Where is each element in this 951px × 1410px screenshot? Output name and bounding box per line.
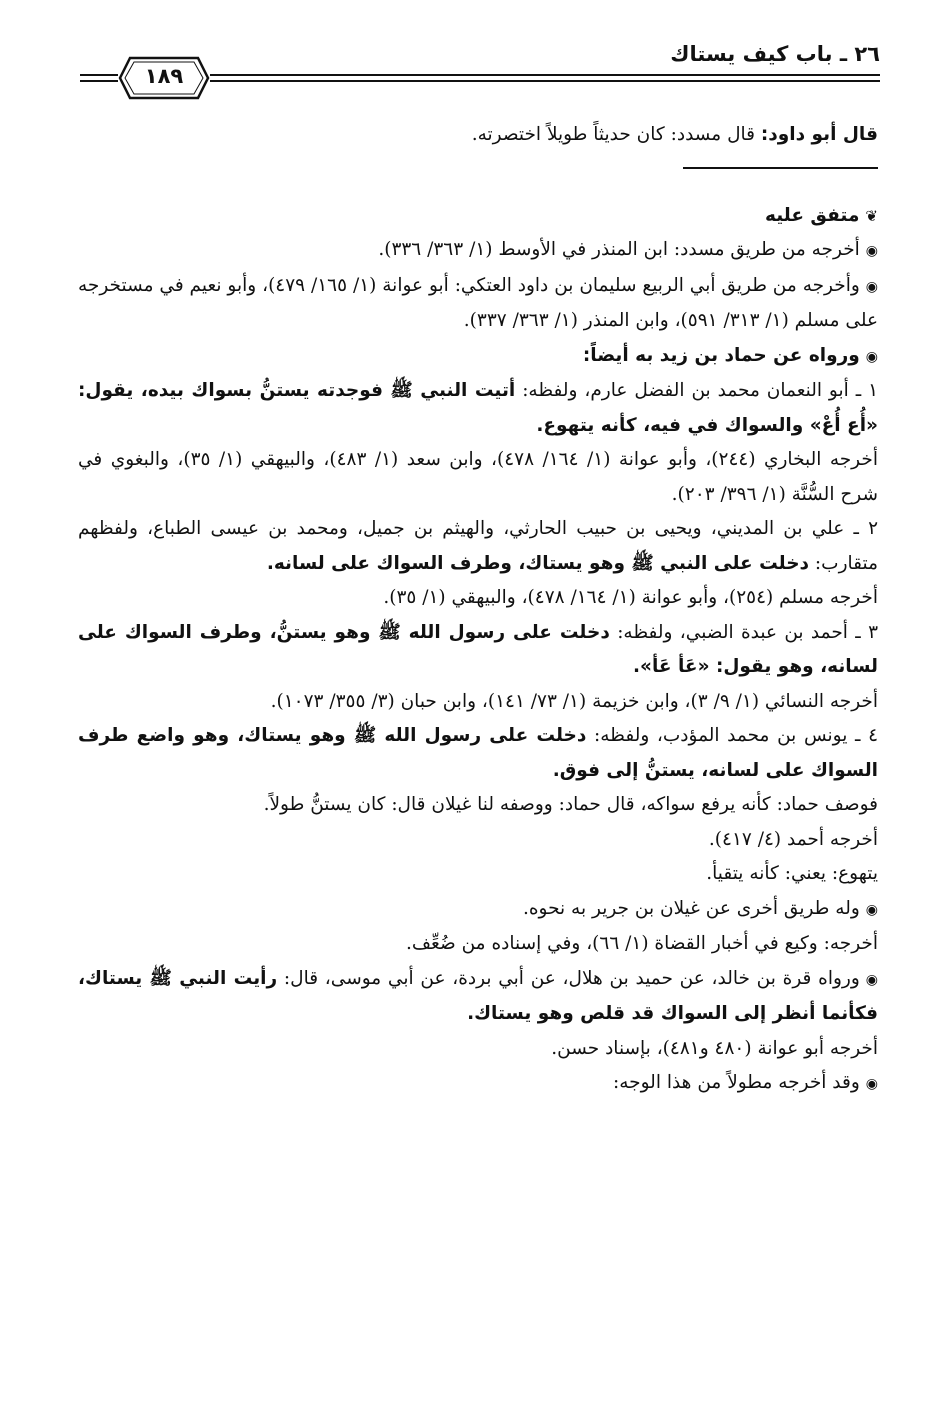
narration-text: دخلت على النبي ﷺ وهو يستاك، وطرف السواك على لسانه.: [266, 552, 810, 574]
bullet-circle-icon: ◉: [865, 971, 878, 988]
narration-intro: ١ ـ أبو النعمان محمد بن الفضل عارم، ولفظه:: [522, 380, 878, 401]
heading-text: متفق عليه: [765, 204, 860, 226]
bullet-circle-icon: ◉: [865, 1076, 878, 1092]
narration-2: [78, 512, 878, 581]
narration-source: أخرجه أحمد (٤/ ٤١٧).: [708, 828, 878, 850]
narration-source: أخرجه أبو عوانة (٤٨٠ و٤٨١)، بإسناد حسن.: [551, 1037, 878, 1059]
narration-source: أخرجه: وكيع في أخبار القضاة (١/ ٦٦)، وفي إسناده من ضُعِّف.: [406, 933, 878, 954]
takhrij-paragraph: [78, 962, 878, 1032]
takhrij-paragraph: [78, 1066, 878, 1102]
gloss-note: يتهوع: يعني: كأنه يتقيأ.: [706, 863, 878, 884]
header-rule: [80, 80, 118, 82]
book-icon: ❦: [865, 206, 878, 225]
page-number: ١٨٩: [144, 64, 184, 88]
takhrij-paragraph: [78, 892, 878, 928]
intro-text: قال مسدد: كان حديثاً طويلاً اختصرته.: [471, 124, 755, 145]
narration-text: دخلت على رسول الله ﷺ وهو يستاك، وهو واضع طرف السواك على لسانه، يستنُّ إلى فوق.: [78, 725, 878, 781]
footnote-divider: [683, 167, 878, 169]
header-rule: [210, 74, 880, 76]
narration-intro: ٤ ـ يونس بن محمد المؤدب، ولفظه:: [594, 725, 878, 746]
bullet-circle-icon: ◉: [865, 348, 878, 365]
chapter-title: ٢٦ ـ باب كيف يستاك: [670, 42, 880, 66]
header-rule: [80, 74, 118, 76]
paragraph-text: وقد أخرجه مطولاً من هذا الوجه:: [613, 1072, 860, 1093]
intro-label: قال أبو داود:: [760, 124, 878, 145]
takhrij-paragraph: [78, 269, 878, 339]
paragraph-text: ورواه عن حماد بن زيد به أيضاً:: [582, 344, 860, 366]
paragraph-text: وأخرجه من طريق أبي الربيع سليمان بن داود العتكي: أبو عوانة (١/ ١٦٥/ ٤٧٩)، وأبو نعيم في مستخرجه على مسلم (١/ ٣١٣/ ٥٩١)، وابن المنذر (١/ ٣٦٣/ ٣٣٧).: [78, 274, 878, 331]
header-rule: [210, 80, 880, 82]
takhrij-paragraph: [78, 233, 878, 269]
page-body: [78, 116, 878, 1102]
narration-intro: ٣ ـ أحمد بن عبدة الضبي، ولفظه:: [617, 621, 878, 643]
narration-source: أخرجه مسلم (٢٥٤)، وأبو عوانة (١/ ١٦٤/ ٤٧٨)، والبيهقي (١/ ٣٥).: [383, 587, 878, 608]
narration-description: فوصف حماد: كأنه يرفع سواكه، قال حماد: ووصفه لنا غيلان قال: كان يستنُّ طولاً.: [263, 794, 878, 815]
narration-intro: ٢ ـ علي بن المديني، ويحيى بن حبيب الحارثي، والهيثم بن جميل، ومحمد بن عيسى الطباع، ولفظهم متقارب:: [78, 518, 878, 574]
intro-line: [78, 116, 878, 153]
paragraph-text: أخرجه من طريق مسدد: ابن المنذر في الأوسط (١/ ٣٦٣/ ٣٣٦).: [378, 239, 860, 260]
paragraph-text: وله طريق أخرى عن غيلان بن جرير به نحوه.: [522, 897, 860, 919]
bullet-circle-icon: ◉: [865, 901, 878, 918]
narration-source: أخرجه النسائي (١/ ٩/ ٣)، وابن خزيمة (١/ ٧٣/ ١٤١)، وابن حبان (٣/ ٣٥٥/ ١٠٧٣).: [270, 690, 878, 712]
narration-source: أخرجه البخاري (٢٤٤)، وأبو عوانة (١/ ١٦٤/ ٤٧٨)، وابن سعد (١/ ٤٨٣)، والبيهقي (١/ ٣٥)، والبغوي في شرح السُّنَّة (١/ ٣٩٦/ ٢٠٣).: [78, 449, 878, 505]
narration-text: دخلت على رسول الله ﷺ وهو يستنُّ، وطرف السواك على لسانه، وهو يقول: «عَأ عَأ».: [78, 621, 878, 677]
bullet-circle-icon: ◉: [865, 278, 878, 295]
section-heading: [78, 199, 878, 234]
page-header: [80, 38, 880, 98]
narration-1: [78, 374, 878, 443]
narration-text: رأيت النبي ﷺ يستاك، فكأنما أنظر إلى السواك قد قلص وهو يستاك.: [78, 967, 878, 1024]
narration-3: [78, 616, 878, 685]
paragraph-text: ورواه قرة بن خالد، عن حميد بن هلال، عن أبي بردة، عن أبي موسى، قال:: [283, 967, 860, 989]
bullet-circle-icon: ◉: [865, 243, 878, 259]
takhrij-paragraph: [78, 339, 878, 375]
narration-text: أتيت النبي ﷺ فوجدته يستنُّ بسواك بيده، يقول: «أُع أُعْ» والسواك في فيه، كأنه يتهوع.: [78, 380, 878, 436]
narration-4: [78, 719, 878, 788]
